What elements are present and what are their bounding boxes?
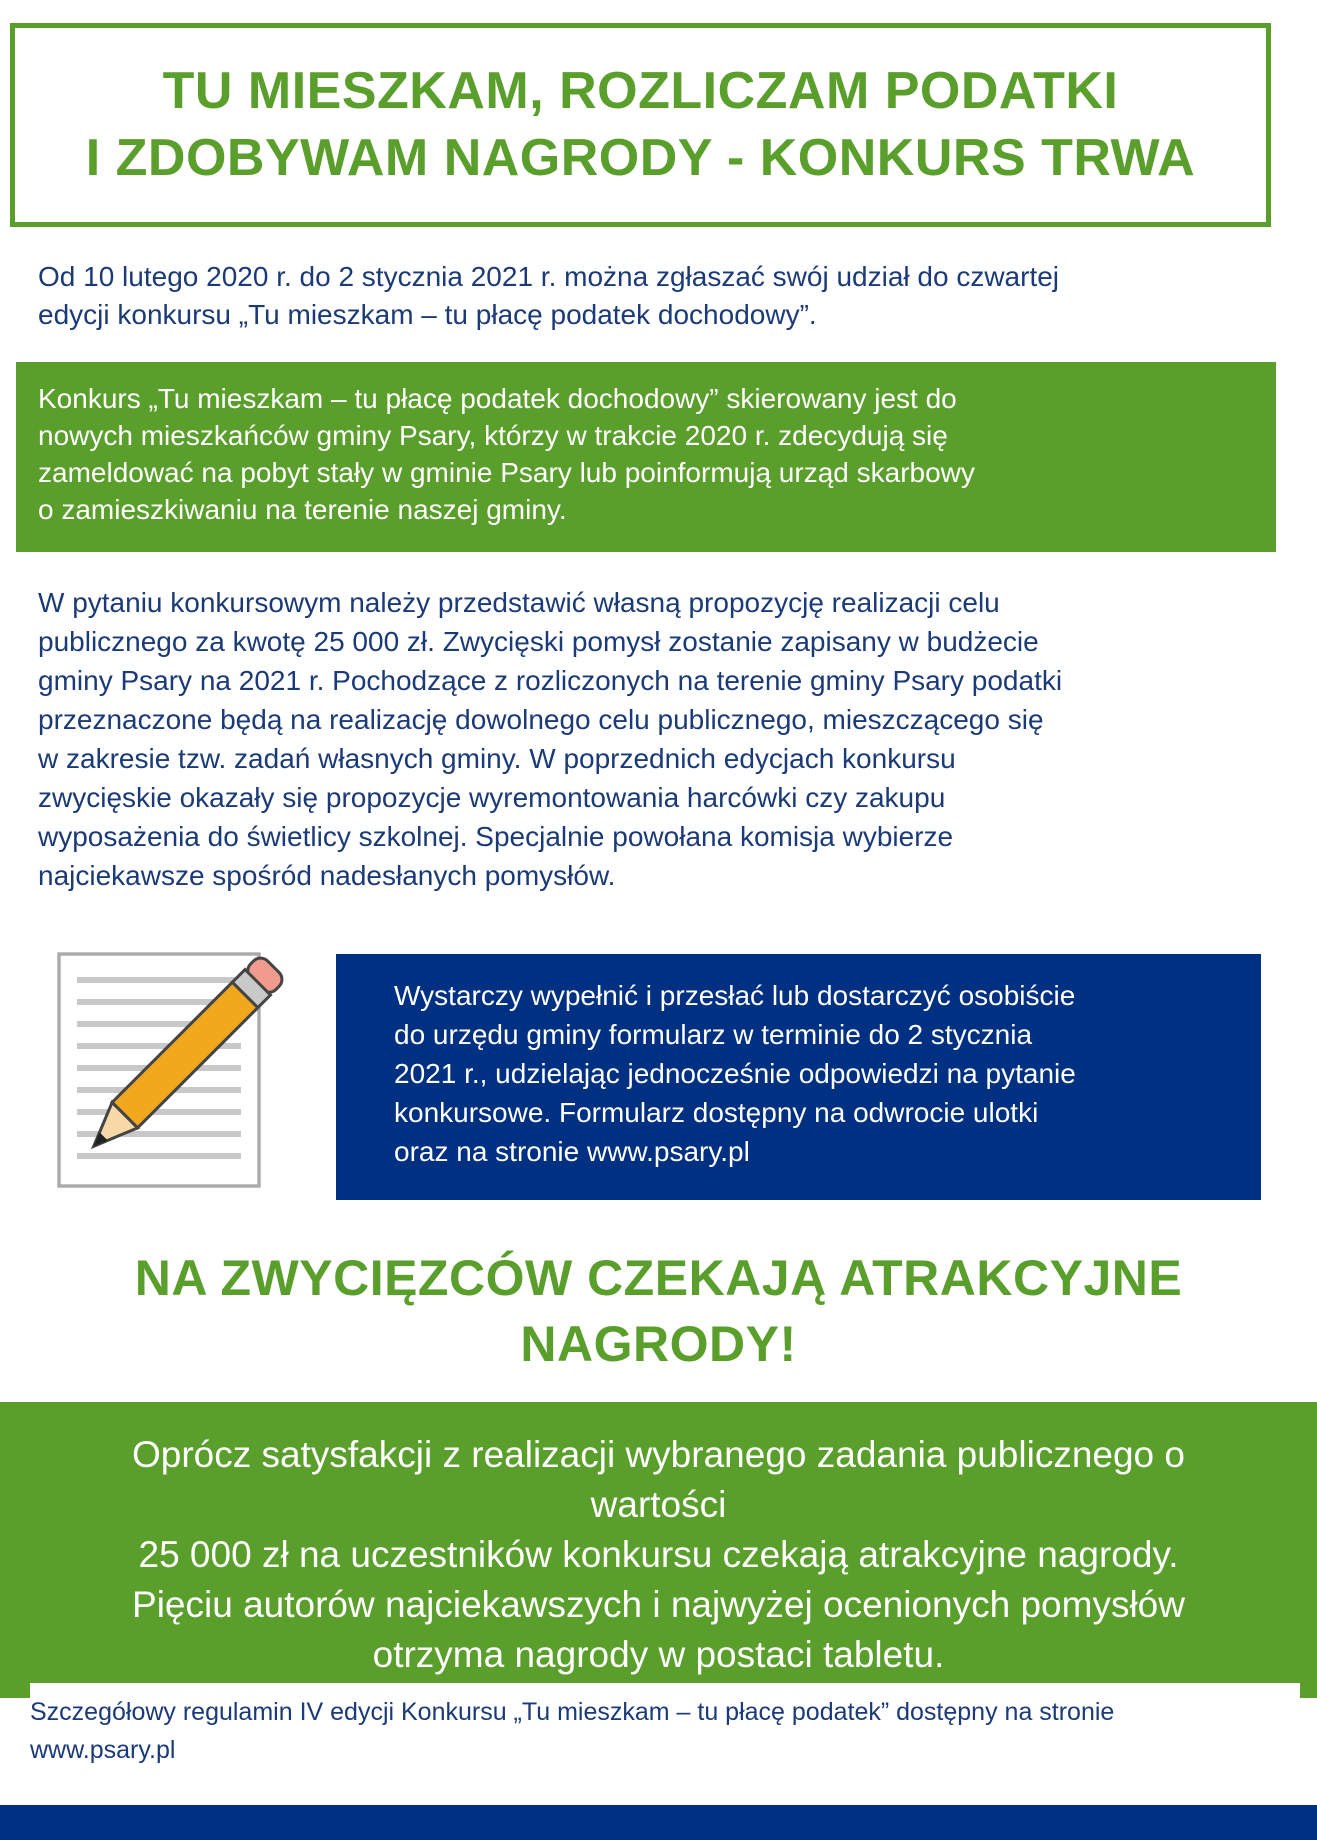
prizes-heading [0,1245,1317,1377]
footer-link[interactable]: www.psary.pl [30,1736,176,1764]
footer-note [30,1683,1300,1769]
intro-line-2: edycji konkursu „Tu mieszkam – tu płacę podatek dochodowy”. [38,299,817,330]
target-audience-box [16,362,1276,552]
page-title-line-2: I ZDOBYWAM NAGRODY - KONKURS TRWA [85,129,1196,187]
form-line-4: konkursowe. Formularz dostępny na odwrocie ulotki [394,1097,1039,1128]
question-line-5: w zakresie tzw. zadań własnych gminy. W poprzednich edycjach konkursu [38,743,956,774]
prizes-box [0,1402,1317,1698]
form-line-1: Wystarczy wypełnić i przesłać lub dostarczyć osobiście [394,980,1076,1011]
header-box [10,23,1271,227]
form-line-5: oraz na stronie www.psary.pl [394,1136,750,1167]
prizes-line-5: otrzyma nagrody w postaci tabletu. [372,1634,945,1675]
question-line-2: publicznego za kwotę 25 000 zł. Zwycięski pomysł zostanie zapisany w budżecie [38,626,1039,657]
form-info-box [336,954,1261,1200]
target-line-4: o zamieszkiwaniu na terenie naszej gminy. [38,494,567,525]
prizes-heading-line-2: NAGRODY! [520,1316,797,1372]
form-line-3: 2021 r., udzielając jednocześnie odpowiedzi na pytanie [394,1058,1076,1089]
question-line-8: najciekawsze spośród nadesłanych pomysłów. [38,860,616,891]
question-line-6: zwycięskie okazały się propozycje wyremontowania harcówki czy zakupu [38,782,946,813]
target-line-1: Konkurs „Tu mieszkam – tu płacę podatek dochodowy” skierowany jest do [38,383,957,414]
page-title-line-1: TU MIESZKAM, ROZLICZAM PODATKI [162,62,1119,120]
question-paragraph [38,583,1278,895]
question-line-7: wyposażenia do świetlicy szkolnej. Specjalnie powołana komisja wybierze [38,821,954,852]
page-title [86,58,1195,192]
form-line-2: do urzędu gminy formularz w terminie do 2 stycznia [394,1019,1033,1050]
intro-text [38,258,1278,334]
target-line-3: zameldować na pobyt stały w gminie Psary lub poinformują urząd skarbowy [38,457,975,488]
prizes-line-3: 25 000 zł na uczestników konkursu czekają atrakcyjne nagrody. [138,1534,1179,1575]
prizes-line-1: Oprócz satysfakcji z realizacji wybranego zadania publicznego o [132,1434,1185,1475]
question-line-1: W pytaniu konkursowym należy przedstawić własną propozycję realizacji celu [38,587,1000,618]
prizes-heading-line-1: NA ZWYCIĘZCÓW CZEKAJĄ ATRAKCYJNE [134,1250,1183,1306]
prizes-line-4: Pięciu autorów najciekawszych i najwyżej ocenionych pomysłów [132,1584,1185,1625]
question-line-3: gminy Psary na 2021 r. Pochodzące z rozliczonych na terenie gminy Psary podatki [38,665,1063,696]
document-pencil-icon [55,940,325,1200]
intro-line-1: Od 10 lutego 2020 r. do 2 stycznia 2021 r. można zgłaszać swój udział do czwartej [38,261,1060,292]
target-line-2: nowych mieszkańców gminy Psary, którzy w trakcie 2020 r. zdecydują się [38,420,948,451]
bottom-bar [0,1805,1317,1840]
prizes-line-2: wartości [590,1484,727,1525]
question-line-4: przeznaczone będą na realizację dowolnego celu publicznego, mieszczącego się [38,704,1044,735]
footer-line-1: Szczegółowy regulamin IV edycji Konkursu „Tu mieszkam – tu płacę podatek” dostępny na stronie [30,1698,1115,1726]
